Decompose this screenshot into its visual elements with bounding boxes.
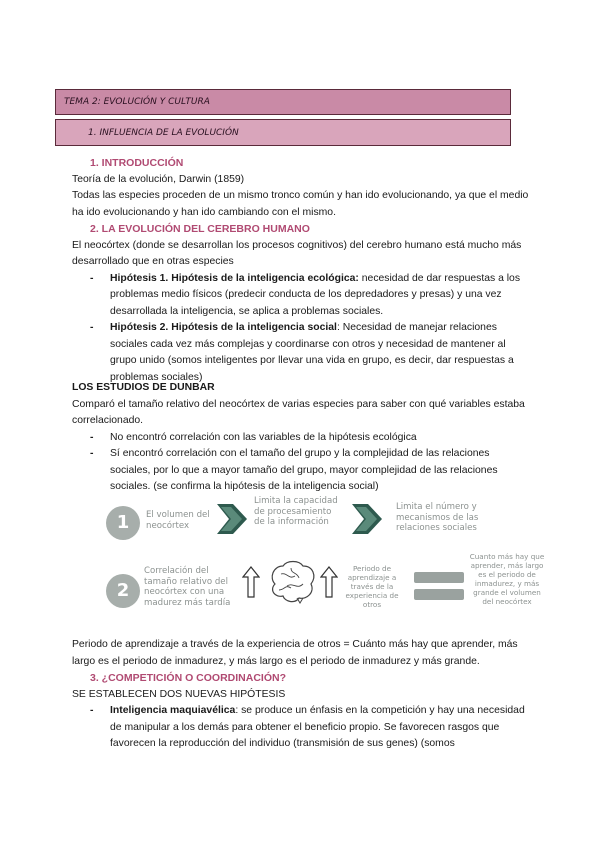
dunbar-bullet-1: - No encontró correlación con las variables de la hipótesis ecológica — [72, 430, 532, 447]
competition-list — [72, 703, 532, 753]
intro-heading: 1. INTRODUCCIÓN — [90, 157, 184, 169]
hypothesis-1 — [72, 271, 532, 321]
machiavellian-title: Inteligencia maquiavélica — [110, 705, 236, 716]
brain-section — [72, 221, 532, 386]
arrow-up-icon — [242, 566, 260, 598]
intro-section — [72, 155, 532, 221]
section-title: 1. INFLUENCIA DE LA EVOLUCIÓN — [88, 128, 239, 138]
dunbar-list — [72, 430, 532, 496]
dunbar-heading: LOS ESTUDIOS DE DUNBAR — [72, 382, 215, 393]
brain-icon — [267, 560, 317, 604]
brain-heading: 2. LA EVOLUCIÓN DEL CEREBRO HUMANO — [90, 223, 310, 235]
topic-title: TEMA 2: EVOLUCIÓN Y CULTURA — [64, 97, 210, 107]
hypothesis-list — [72, 271, 532, 387]
dunbar-section — [72, 380, 532, 496]
step-2-box-a: Correlación del tamaño relativo del neocórtex con una madurez más tardía — [144, 566, 231, 608]
step-1-box-b: Limita la capacidad de procesamiento de la información — [254, 496, 338, 528]
dunbar-bullet-2: - Sí encontró correlación con el tamaño del grupo y la complejidad de las relaciones sociales, por lo que a mayor tamaño del grupo, mayor complejidad de las relaciones sociales. (se confirma la hipótesis de la inteligencia social) — [72, 446, 532, 496]
after-section — [72, 637, 532, 753]
step-1-box-c: Limita el número y mecanismos de las relaciones sociales — [396, 502, 479, 534]
intro-paragraph: Todas las especies proceden de un mismo tronco común y han ido evolucionando, ya que el medio ha ido evolucionando y han ido cambiando con el mismo. — [72, 190, 529, 218]
arrow-right-icon — [217, 504, 247, 534]
hypothesis-1-title: Hipótesis 1. Hipótesis de la inteligencia ecológica: — [110, 272, 359, 284]
machiavellian-item — [72, 703, 532, 753]
arrow-right-icon — [352, 504, 382, 534]
step-1-box-a: El volumen del neocórtex — [146, 510, 210, 531]
equals-bottom-bar — [414, 589, 464, 600]
hypothesis-2 — [72, 320, 532, 386]
brain-paragraph: El neocórtex (donde se desarrollan los procesos cognitivos) del cerebro humano está mucho más desarrollado que en otras especies — [72, 239, 522, 267]
learning-paragraph: Periodo de aprendizaje a través de la experiencia de otros = Cuánto más hay que aprender, más largo es el periodo de inmadurez, y más largo es el periodo de inmadurez y más grande. — [72, 639, 518, 667]
equals-top-bar — [414, 572, 464, 583]
step-2-circle: 2 — [106, 574, 140, 608]
dunbar-paragraph: Comparó el tamaño relativo del neocórtex de varias especies para saber con qué variables estaba correlacionado. — [72, 398, 525, 426]
hypothesis-1-text: necesidad de dar respuestas a los problemas medio físicos (predecir conducta de los depredadores y presas) y una vez desarrollada la inteligencia, se aplica a problemas sociales. — [110, 272, 521, 317]
machiavellian-text: : se produce un énfasis en la competición y hay una necesidad de manipular a los demás para obtener el beneficio propio. Se favorecen rasgos que favorecen la reproducción del individuo (transmisión de sus genes) (somos — [110, 705, 525, 749]
arrow-up-icon — [320, 566, 338, 598]
hypotheses-subheading: SE ESTABLECEN DOS NUEVAS HIPÓTESIS — [72, 688, 286, 700]
section-banner — [55, 119, 511, 146]
step-1-circle: 1 — [106, 506, 140, 540]
hypothesis-2-title: Hipótesis 2. Hipótesis de la inteligencia social — [110, 322, 337, 333]
step-2-box-b: Periodo de aprendizaje a través de la experiencia de otros — [345, 564, 399, 609]
intro-line: Teoría de la evolución, Darwin (1859) — [72, 173, 245, 185]
hypothesis-2-text: : Necesidad de manejar relaciones sociales cada vez más complejas y coordinarse con otros y necesidad de mantener al grupo unido (somos inteligentes por llevar una vida en grupo, es decir, dar respuestas a problemas sociales) — [110, 322, 514, 383]
step-2-box-c: Cuanto más hay que aprender, más largo es el periodo de inmadurez, y más grande el volumen del neocórtex — [469, 552, 545, 606]
competition-heading: 3. ¿COMPETICIÓN O COORDINACIÓN? — [90, 672, 287, 684]
topic-banner — [55, 89, 511, 115]
